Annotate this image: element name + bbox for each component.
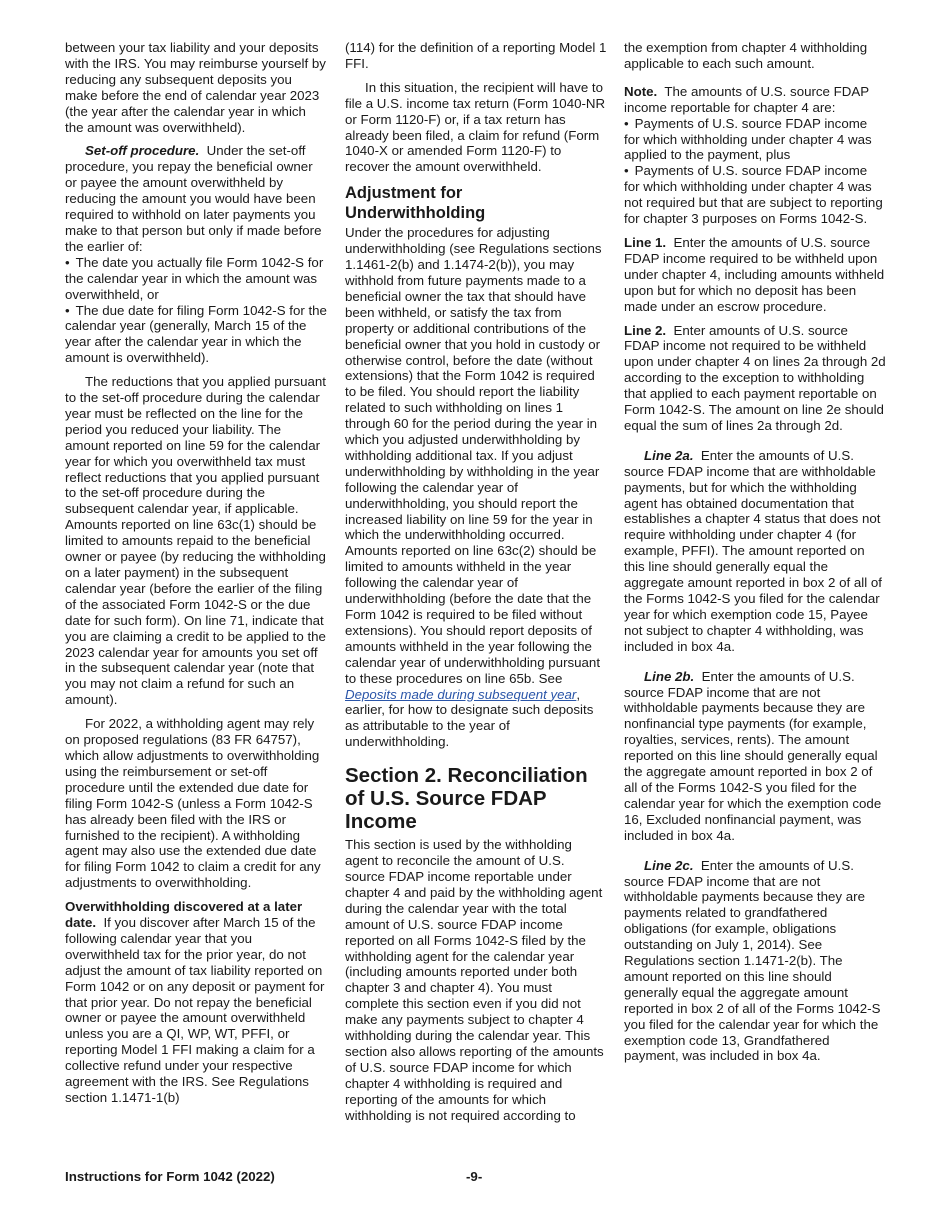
footer-page-number: -9- xyxy=(466,1169,483,1184)
paragraph-2022-proposed-regs: For 2022, a withholding agent may rely on proposed regulations (83 FR 64757), which allow adjustments to overwithholding using the reimbursement or set-off procedure until the extended due date for filing Form 1042-S (unless a Form 1042-S has already been filed with the IRS or furnished to the recipient). A withholding agent may also use the extended due date for filing Form 1042 to claim a credit for any adjustments to overwithholding. xyxy=(65,716,321,891)
setoff-bullet-1: • The date you actually file Form 1042-S for the calendar year in which the amount was overwithheld, or xyxy=(65,255,327,303)
paragraph-line-2a xyxy=(624,448,886,655)
note-bullet-2: • Payments of U.S. source FDAP income for which withholding under chapter 4 was not required but that are subject to reporting for chapter 3 purposes on Forms 1042-S. xyxy=(624,163,886,227)
line-2b-heading: Line 2b. xyxy=(644,668,695,684)
note-bullet-1: • Payments of U.S. source FDAP income for which withholding under chapter 4 was applied to the payment, plus xyxy=(624,116,886,164)
column-right xyxy=(624,40,886,1072)
paragraph-line-2c xyxy=(624,858,886,1065)
note-heading: Note. xyxy=(624,83,658,99)
line-2b-text: Enter the amounts of U.S. source FDAP income that are not withholdable payments because they are nonfinancial type payments (for example, royalties, services, rents). The amount reported on this line should generally equal the aggregate amount reported in box 2 of all of the Forms 1042-S you filed for the calendar year for which the exemption code 16, Excluded nonfinancial payment, was included in box 4a. xyxy=(624,668,882,843)
setoff-heading: Set-off procedure. xyxy=(85,143,200,159)
paragraph-exemption-cont: the exemption from chapter 4 withholding applicable to each such amount. xyxy=(624,40,868,71)
later-date-heading: Overwithholding discovered at a later date. xyxy=(65,899,303,931)
paragraph-reductions: The reductions that you applied pursuant to the set-off procedure during the calendar year must be reflected on the line for the period you reduced your liability. The amount reported on line 59 for the calendar year for which you overwithheld tax must reflect reductions that you applied pursuant to the set-off procedure during the subsequent calendar year, if applicable. Amounts reported on line 63c(1) should be limited to amounts repaid to the beneficial owner or payee (by reducing the withholding on a later payment) in the subsequent calendar year (before the earlier of the filing of the associated Form 1042-S or the due date for such form). On line 71, indicate that you are claiming a credit to be applied to the 2023 calendar year for amounts you set off in the subsequent calendar year (note that you may not claim a refund for such an amount). xyxy=(65,374,326,708)
setoff-bullet-2: • The due date for filing Form 1042-S for the calendar year (generally, March 15 of the year after the calendar year in which the amount is overwithheld). xyxy=(65,303,327,367)
line-1-heading: Line 1. xyxy=(624,234,667,250)
column-middle xyxy=(345,40,607,1131)
line-2c-heading: Line 2c. xyxy=(644,857,694,873)
paragraph-line-2 xyxy=(624,323,886,434)
paragraph-overwithholding-cont: between your tax liability and your deposits with the IRS. You may reimburse yourself by reducing any subsequent deposits you make before the end of calendar year 2023 (the year after the calendar year in which the amount was overwithheld). xyxy=(65,40,326,135)
adjustment-text-b: , earlier, for how to designate such deposits as attributable to the year of underwithholding. xyxy=(345,686,594,750)
deposits-subsequent-year-link[interactable]: Deposits made during subsequent year xyxy=(345,686,577,702)
paragraph-line-1 xyxy=(624,235,886,315)
paragraph-note xyxy=(624,84,886,116)
column-left xyxy=(65,40,327,1114)
setoff-text: Under the set-off procedure, you repay the beneficial owner or payee the amount overwithheld by reducing the amount you would have been required to withhold on later payments you make to that person but only if made before the earlier of: xyxy=(65,143,322,254)
paragraph-model1-ffi: (114) for the definition of a reporting Model 1 FFI. xyxy=(345,40,607,71)
paragraph-recipient-return: In this situation, the recipient will have to file a U.S. income tax return (Form 1040-NR or Form 1120-F) or, if a tax return has already been filed, a claim for refund (Form 1040-X or amended Form 1120-F) to recover the amount overwithheld. xyxy=(345,79,606,175)
line-2a-heading: Line 2a. xyxy=(644,447,694,463)
footer-form-title: Instructions for Form 1042 (2022) xyxy=(65,1169,275,1184)
heading-adjustment-underwithholding: Adjustment for Underwithholding xyxy=(345,184,486,223)
adjustment-text-a: Under the procedures for adjusting underwithholding (see Regulations sections 1.1461-2(b) and 1.1474-2(b)), you may withhold from future payments made to a beneficial owner the tax that should have been withheld, or satisfy the tax from property or additional contributions of the beneficial owner that you hold in custody or otherwise control, before the date (without extensions) that the Form 1042 is required to be filed. You should report the liability related to such withholding on lines 1 through 60 for the period during the year in which you adjusted underwithholding by withholding additional tax. If you adjust underwithholding by withholding in the year following the calendar year of underwithholding, you should report the increased liability on line 59 for the year in which the underwithholding occurred. Amounts reported on line 63c(2) should be limited to amounts withheld in the year following the calendar year of underwithholding (before the date that the Form 1042 is required to be filed without extensions). You should report deposits of amounts withheld in the year following the calendar year of underwithholding pursuant to these procedures on line 65b. See xyxy=(345,225,602,686)
line-2a-text: Enter the amounts of U.S. source FDAP income that are withholdable payments, but for which the withholding agent has obtained documentation that establishes a chapter 4 status that does not require withholding under chapter 4 (for example, PFFI). The amount reported on this line should generally equal the aggregate amount reported in box 2 of all of the Forms 1042-S you filed for the calendar year for which exemption code 15, Payee not subject to chapter 4 withholding, was included in box 4a. xyxy=(624,447,882,654)
paragraph-setoff-procedure xyxy=(65,143,327,254)
line-1-text: Enter the amounts of U.S. source FDAP income required to be withheld upon under chapter 4, including amounts withheld upon but for which no deposit has been made under an escrow procedure. xyxy=(624,234,885,314)
later-date-text: If you discover after March 15 of the following calendar year that you overwithheld tax for the prior year, do not adjust the amount of tax liability reported on Form 1042 or on any deposit or payment for that prior year. Do not repay the beneficial owner or payee the amount overwithheld unless you are a QI, WP, WT, PFFI, or reporting Model 1 FFI making a claim for a collective refund under your respective agreement with the IRS. See Regulations section 1.1471-1(b) xyxy=(65,915,325,1105)
line-2-heading: Line 2. xyxy=(624,322,667,338)
note-text: The amounts of U.S. source FDAP income reportable for chapter 4 are: xyxy=(624,83,869,115)
paragraph-line-2b xyxy=(624,669,886,844)
paragraph-adjustment-underwithholding xyxy=(345,225,607,750)
paragraph-section-2: This section is used by the withholding agent to reconcile the amount of U.S. source FDAP income reportable under chapter 4 and paid by the withholding agent during the calendar year with the total amount of U.S. source FDAP income reported on all Forms 1042-S filed by the withholding agent for the calendar year (including amounts reported under both chapter 3 and chapter 4). You must complete this section even if you did not make any payments subject to chapter 4 withholding during the calendar year. This section also allows reporting of the amounts of U.S. source FDAP income for which chapter 4 withholding is required and reporting of the amounts for which withholding is not required according to xyxy=(345,837,604,1123)
line-2c-text: Enter the amounts of U.S. source FDAP income that are not withholdable payments because they are payments related to grandfathered obligations (for example, obligations outstanding on July 1, 2014). See Regulations section 1.1471-2(b). The amount reported on this line should generally equal the aggregate amount reported in box 2 of all of the Forms 1042-S you filed for the calendar year for which the exemption code 13, Grandfathered payment, was included in box 4a. xyxy=(624,857,881,1064)
line-2-text: Enter amounts of U.S. source FDAP income not required to be withheld upon under chapter 4 on lines 2a through 2d according to the exception to withholding that applied to each payment reportable on Form 1042-S. The amount on line 2e should equal the sum of lines 2a through 2d. xyxy=(624,322,886,433)
paragraph-later-date xyxy=(65,899,327,1106)
heading-section-2: Section 2. Reconciliation of U.S. Source FDAP Income xyxy=(345,764,588,834)
